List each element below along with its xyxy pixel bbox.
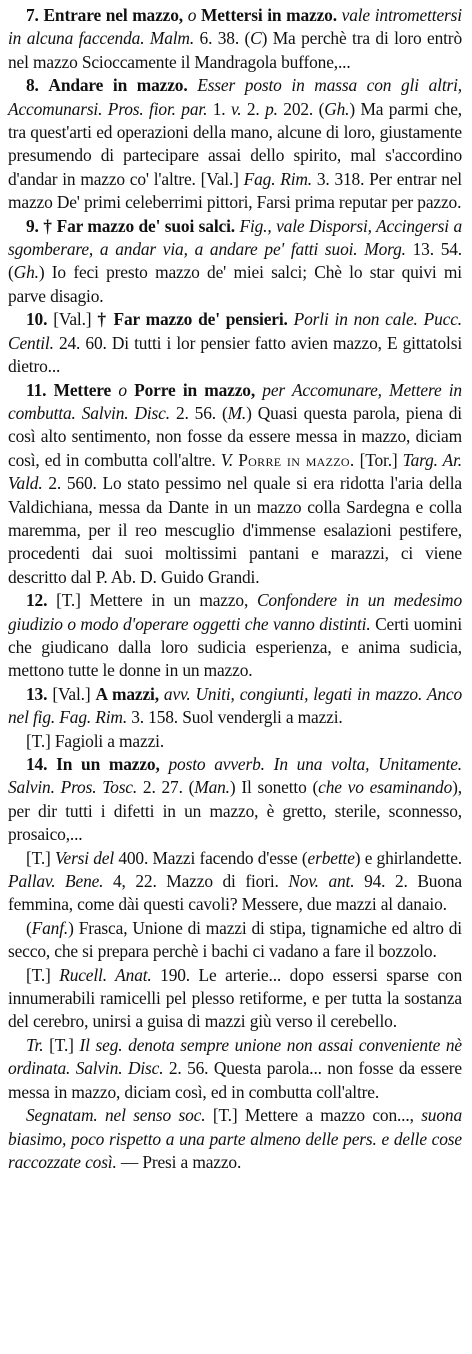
entry-text: 2.	[246, 98, 266, 119]
italic-text: erbette	[307, 847, 355, 868]
entry-text: [T.] Fagioli a mazzi.	[26, 730, 165, 751]
entry-text: 1.	[212, 98, 231, 119]
entry-text: Certi uomini che giudicano dalla loro sudicia esperienza, e anima sudicia, mettono tutte le donne in un mazzo.	[8, 613, 463, 681]
entry-text: ) e ghirlandette.	[354, 847, 462, 868]
lemma-phrase: A mazzi,	[95, 683, 164, 704]
italic-text: Fig., vale Disporsi, Accingersi a sgomberare, a andar via, a andare pe' fatti suoi. Morg.	[8, 215, 462, 260]
italic-text: Man.	[194, 777, 230, 798]
lemma-phrase: † Far mazzo de' suoi salci.	[43, 215, 240, 236]
dictionary-entry	[8, 589, 462, 683]
entry-number: 7.	[26, 5, 39, 25]
lemma-phrase: Porre in mazzo,	[134, 379, 263, 400]
entry-text: ) Io feci presto mazzo de' miei salci; Chè lo star quivi mi parve disagio.	[8, 262, 462, 306]
italic-text: avv. Uniti, congiunti, legati in mazzo. Anco nel fig. Fag. Rim.	[8, 683, 462, 728]
entry-text: [Val.]	[52, 683, 96, 704]
dictionary-entry	[8, 753, 462, 1174]
italic-text: che vo esaminando	[318, 777, 453, 798]
cross-reference: Porre in mazzo.	[238, 449, 355, 470]
lemma-phrase: Entrare nel mazzo,	[43, 5, 188, 25]
lemma-phrase: Andare in mazzo.	[48, 75, 198, 96]
entry-text: ) Ma perchè tra di loro entrò nel mazzo Scioccamente il Mandragola buffone,...	[8, 28, 462, 72]
entry-text: 202. (	[283, 98, 325, 119]
entry-text: 3. 318. Per entrar nel mazzo De' primi celeberrimi pittori, Farsi prima reputar per pazzo.	[8, 168, 462, 213]
entry-text: (	[26, 917, 32, 938]
entry-text: 2. 56. (	[175, 402, 228, 423]
lemma-phrase: In un mazzo,	[56, 754, 169, 774]
sub-paragraph	[8, 1034, 462, 1104]
dictionary-entry	[8, 74, 462, 214]
entry-text: 24. 60. Di tutti i lor pensier fatto avien mazzo, E gittatolsi dietro...	[8, 332, 462, 377]
entry-text: ) Quasi questa parola, piena di così alto sentimento, non fosse da essere messa in mazzo, diciam così, ed in combutta coll'altre.	[8, 402, 462, 470]
sub-paragraph	[8, 730, 462, 753]
entry-text: [T.]	[26, 964, 60, 985]
entry-text: ) Frasca, Unione di mazzi di stipa, tignamiche ed altro di secco, che si prepara perchè i bachi ci vadano a fare il bozzolo.	[8, 917, 462, 962]
italic-text: Versi del	[54, 847, 119, 868]
entry-text: [T.]	[49, 1034, 80, 1055]
entry-text: 190. Le arterie... dopo essersi sparse con innumerabili ramicelli pel plesso retiforme, e per tutta la sostanza del cerebro, unirsi a guisa di mazzi giù verso il cerebello.	[8, 964, 462, 1032]
entry-text: ) Ma parmi che, tra quest'arti ed operazioni della mano, alcune di loro, giustamente presumendo di partecipare assai dello spirito, mal s'accordino d'andar in mazzo co' l'altre. [Val.]	[8, 98, 462, 189]
entry-number: 12.	[26, 590, 48, 611]
sub-paragraph	[8, 917, 462, 964]
italic-text: Esser posto in massa con gli altri, Accomunarsi. Pros. fior. par.	[8, 75, 462, 119]
dictionary-entry	[8, 215, 462, 309]
italic-text: Porli in non cale. Pucc. Centil.	[8, 309, 463, 353]
italic-text: Fanf.	[31, 917, 69, 938]
entry-text: 94. 2. Buona femmina, come dài questi cavoli? Messere, due mazzi al danaio.	[8, 871, 462, 915]
entry-text: [Tor.]	[354, 449, 403, 470]
dictionary-entry	[8, 379, 462, 590]
entry-number: 11.	[26, 379, 47, 400]
italic-text: o	[118, 379, 135, 400]
entry-text: [T.] Mettere a mazzo con...,	[212, 1105, 422, 1126]
sub-paragraph	[8, 964, 462, 1034]
italic-text: v.	[230, 98, 247, 119]
entry-text: 6. 38. (	[199, 28, 251, 49]
lemma-phrase: Mettersi in mazzo.	[200, 5, 342, 25]
italic-text: C	[250, 28, 262, 49]
italic-text: M.	[227, 402, 247, 423]
entry-text: 400. Mazzi facendo d'esse (	[118, 847, 308, 868]
entry-text: [Val.]	[53, 309, 98, 330]
lemma-phrase: Mettere	[53, 379, 119, 400]
entry-number: 8.	[26, 75, 39, 96]
italic-text: per Accomunare, Mettere in combutta. Salvin. Disc.	[8, 379, 462, 423]
italic-text: Targ. Ar. Vald.	[8, 449, 462, 494]
dictionary-entry	[8, 4, 462, 74]
entry-text: 2. 560. Lo stato pessimo nel quale si era ridotta l'aria della Valdichiana, messa da Dante in un mazzo colla Sardegna e colla maremma, per il reo mescuglio d'immense esalazioni pestifere, procedenti dai suoi moltissimi pantani e marazzi, ci viene descritto dal P. Ab. D. Guido Grandi.	[8, 473, 462, 587]
sub-paragraph	[8, 1104, 462, 1174]
italic-text: Gh.	[13, 262, 39, 283]
italic-text: Confondere in un medesimo giudizio o modo d'operare oggetti che vanno distinti.	[8, 590, 462, 634]
italic-text: Fag. Rim.	[243, 168, 317, 189]
entry-number: 13.	[26, 683, 48, 704]
sub-paragraph	[8, 847, 462, 917]
italic-text: V.	[220, 449, 239, 470]
entry-text: [T.]	[26, 847, 55, 868]
italic-text: Tr.	[26, 1034, 50, 1055]
entry-text: [T.] Mettere in un mazzo,	[56, 590, 257, 611]
entry-text: — Presi a mazzo.	[116, 1151, 242, 1172]
entry-number: 14.	[26, 754, 48, 774]
dictionary-entry	[8, 683, 462, 753]
italic-text: vale intromettersi in alcuna faccenda. Malm.	[8, 5, 462, 49]
entry-number: 9.	[26, 215, 39, 236]
italic-text: Gh.	[324, 98, 350, 119]
italic-text: Nov. ant.	[288, 871, 365, 892]
entry-text: 2. 27. (	[142, 777, 195, 798]
italic-text: suona biasimo, poco rispetto a una parte almeno delle pers. e delle cose raccozzate così.	[8, 1105, 462, 1172]
entry-text: 3. 158. Suol vendergli a mazzi.	[131, 707, 343, 728]
entry-text: ), per dir tutti i difetti in un mazzo, è gretto, sterile, sconnesso, prosaico,...	[8, 777, 462, 845]
italic-text: Pallav. Bene.	[8, 871, 114, 892]
italic-text: Segnatam. nel senso soc.	[26, 1105, 213, 1126]
dictionary-entry	[8, 308, 462, 378]
lemma-phrase: † Far mazzo de' pensieri.	[97, 309, 294, 330]
italic-text: Il seg. denota sempre unione non assai conveniente nè ordinata. Salvin. Disc.	[8, 1034, 463, 1079]
italic-text: Rucell. Anat.	[59, 964, 161, 985]
entry-text: 4, 22. Mazzo di fiori.	[113, 871, 289, 892]
entry-text: ) Il sonetto (	[229, 777, 319, 798]
entry-text: 13. 54. (	[8, 239, 462, 283]
italic-text: posto avverb. In una volta, Unitamente. Salvin. Pros. Tosc.	[8, 754, 462, 798]
italic-text: o	[187, 5, 201, 25]
entry-number: 10.	[26, 309, 48, 330]
entry-text: 2. 56. Questa parola... non fosse da essere messa in mazzo, diciam così, ed in combutta coll'altre.	[8, 1058, 463, 1102]
italic-text: p.	[265, 98, 284, 119]
